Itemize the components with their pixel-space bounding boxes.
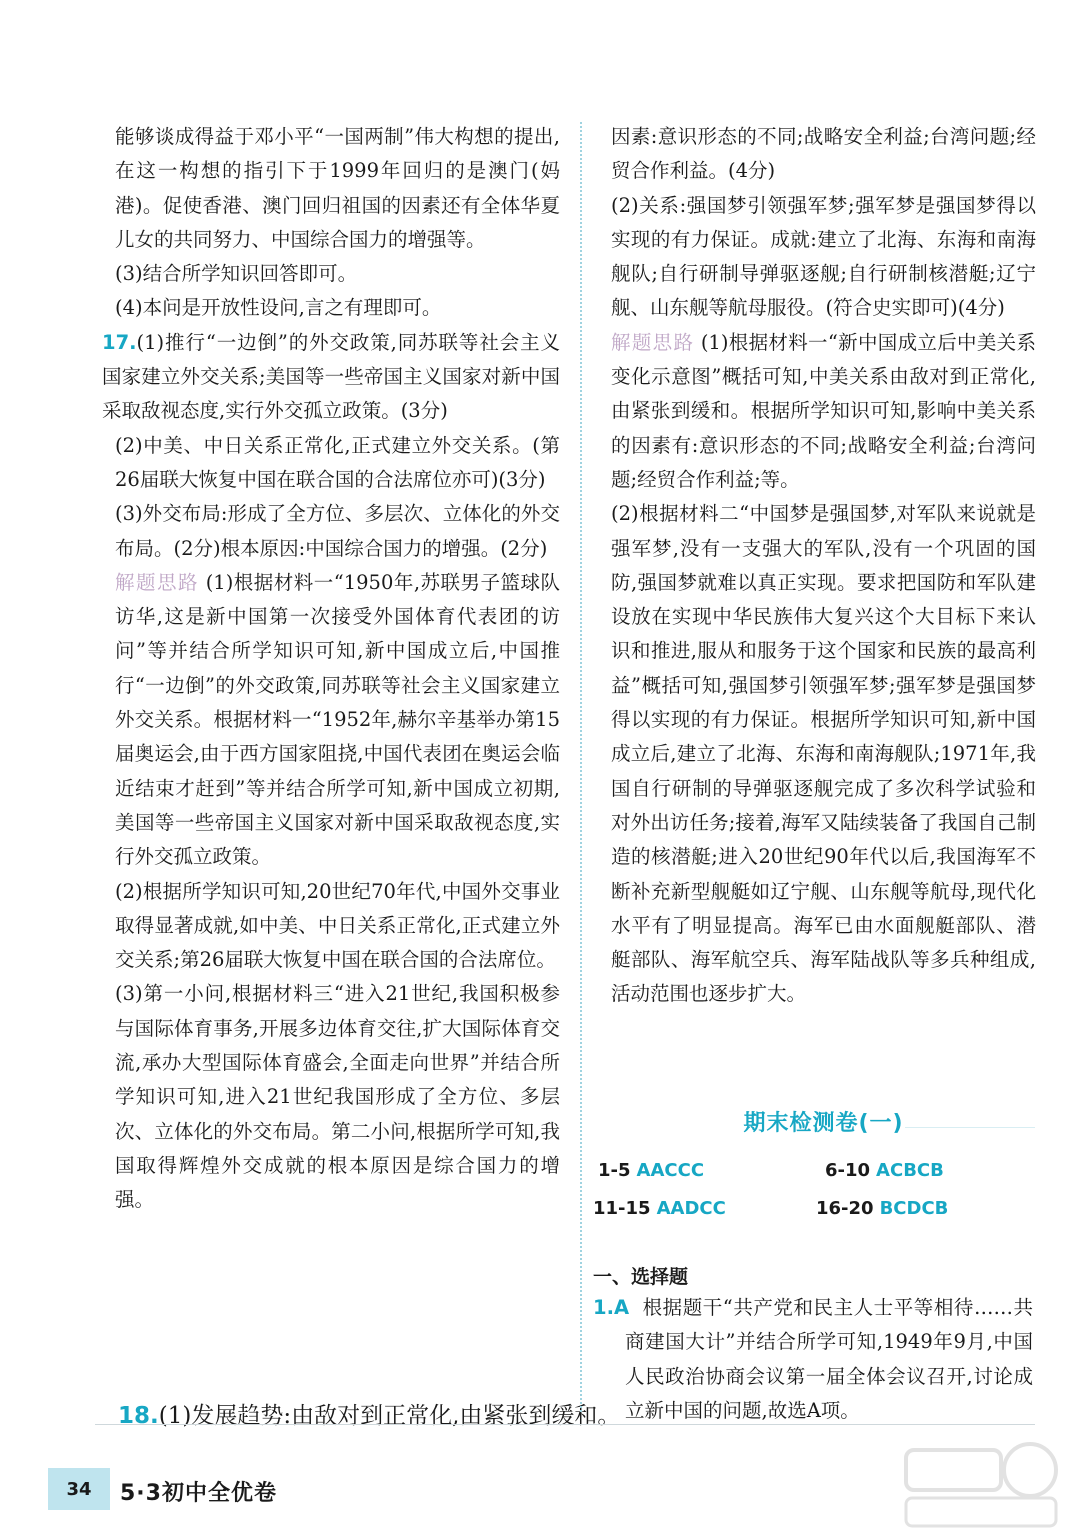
right-column <box>611 120 1036 1012</box>
hint-paragraph <box>611 326 1036 497</box>
question-18 <box>118 1398 620 1434</box>
paragraph: 因素:意识形态的不同;战略安全利益;台湾问题;经贸合作利益。(4分) <box>611 125 1036 183</box>
paragraph: (2)中美、中日关系正常化,正式建立外交关系。(第26届联大恢复中国在联合国的合法席位亦可)(3分) <box>115 433 560 491</box>
paragraph: (2)关系:强国梦引领强军梦;强军梦是强国梦得以实现的有力保证。成就:建立了北海、东海和南海舰队;自行研制导弹驱逐舰;自行研制核潜艇;辽宁舰、山东舰等航母服役。(符合史实即可)(4分) <box>611 193 1036 320</box>
section-title: 期末检测卷(一) <box>743 1111 904 1136</box>
answer-range: 16-20 <box>816 1198 874 1219</box>
answer-range: 11-15 <box>593 1198 651 1219</box>
paragraph: 能够谈成得益于邓小平“一国两制”伟大构想的提出,在这一构想的指引下于1999年回归的是澳门(妈港)。促使香港、澳门回归祖国的因素还有全体华夏儿女的共同努力、中国综合国力的增强等。 <box>115 125 560 251</box>
hint-label: 解题思路 <box>611 330 695 354</box>
watermark-logo <box>900 1440 1060 1530</box>
answer-item <box>593 1198 726 1219</box>
question-number: 18. <box>118 1403 159 1429</box>
answer-value: AADCC <box>656 1198 726 1219</box>
column-divider <box>580 122 582 1412</box>
paragraph: (2)根据材料二“中国梦是强国梦,对军队来说就是强军梦,没有一支强大的军队,没有一个巩固的国防,强国梦就难以真正实现。要求把国防和军队建设放在实现中华民族伟大复兴这个大目标下来认识和推进,服从和服务于这个国家和民族的最高利益”概括可知,强国梦引领强军梦;强军梦是强国梦得以实现的有力保证。根据所学知识可知,新中国成立后,建立了北海、东海和南海舰队;1971年,我国自行研制的导弹驱逐舰完成了多次科学试验和对外出访任务;接着,海军又陆续装备了我国自己制造的核潜艇;进入20世纪90年代以后,我国海军不断补充新型舰艇如辽宁舰、山东舰等航母,现代化水平有了明显提高。海军已由水面舰艇部队、潜艇部队、海军航空兵、海军陆战队等多兵种组成,活动范围也逐步扩大。 <box>611 502 1036 1006</box>
paragraph: (4)本问是开放性设问,言之有理即可。 <box>115 296 442 320</box>
left-column <box>102 120 560 1218</box>
answer-range: 1-5 <box>598 1160 631 1181</box>
paragraph: (3)结合所学知识回答即可。 <box>115 262 358 286</box>
answer-item <box>598 1160 704 1181</box>
hint-label: 解题思路 <box>115 570 199 594</box>
question-number: 17. <box>102 330 137 354</box>
answer-item <box>825 1160 944 1181</box>
question-number: 1.A <box>593 1296 630 1319</box>
page-number: 34 <box>48 1468 110 1510</box>
paragraph: (3)外交布局:形成了全方位、多层次、立体化的外交布局。(2分)根本原因:中国综合国力的增强。(2分) <box>115 502 560 560</box>
hint-text: (1)根据材料一“1950年,苏联男子篮球队访华,这是新中国第一次接受外国体育代表团的访问”等并结合所学知识可知,新中国成立后,中国推行“一边倒”的外交政策,同苏联等社会主义国家建立外交关系。根据材料一“1952年,赫尔辛基举办第15届奥运会,由于西方国家阻挠,中国代表团在奥运会临近结束才赶到”等并结合所学可知,新中国成立初期,美国等一些帝国主义国家对新中国采取敌视态度,实行外交孤立政策。 <box>115 570 560 869</box>
paragraph: (2)根据所学知识可知,20世纪70年代,中国外交事业取得显著成就,如中美、中日关系正常化,正式建立外交关系;第26届联大恢复中国在联合国的合法席位。 <box>115 879 560 972</box>
answer-value: ACBCB <box>876 1160 944 1181</box>
brand-logo: 5·3初中全优卷 <box>120 1481 277 1506</box>
answer-value: BCDCB <box>879 1198 949 1219</box>
footer-rule <box>95 1424 1035 1425</box>
answer-value: AACCC <box>636 1160 705 1181</box>
paragraph: (3)第一小问,根据材料三“进入21世纪,我国积极参与国际体育事务,开展多边体育交往,扩大国际体育交流,承办大型国际体育盛会,全面走向世界”并结合所学知识可知,进入21世纪我国形成了全方位、多层次、立体化的外交布局。第二小问,根据所学可知,我国取得辉煌外交成就的根本原因是综合国力的增强。 <box>115 982 560 1212</box>
hint-text: (1)根据材料一“新中国成立后中美关系变化示意图”概括可知,中美关系由敌对到正常化,由紧张到缓和。根据所学知识可知,影响中美关系的因素有:意识形态的不同;战略安全利益;台湾问题;经贸合作利益;等。 <box>611 330 1036 491</box>
hint-paragraph <box>115 566 560 875</box>
question-text: 根据题干“共产党和民主人士平等相待……共商建国大计”并结合所学可知,1949年9月,中国人民政治协商会议第一届全体会议召开,讨论成立新中国的问题,故选A项。 <box>625 1296 1033 1422</box>
answer-item <box>816 1198 948 1219</box>
question-17 <box>102 326 560 429</box>
answer-range: 6-10 <box>825 1160 871 1181</box>
question-text: (1)发展趋势:由敌对到正常化,由紧张到缓和。 <box>158 1403 621 1429</box>
choice-heading: 一、选择题 <box>593 1266 689 1288</box>
question-1 <box>593 1291 1033 1428</box>
question-paragraph <box>593 1291 1033 1428</box>
question-text: (1)推行“一边倒”的外交政策,同苏联等社会主义国家建立外交关系;美国等一些帝国主义国家对新中国采取敌视态度,实行外交孤立政策。(3分) <box>102 330 560 423</box>
